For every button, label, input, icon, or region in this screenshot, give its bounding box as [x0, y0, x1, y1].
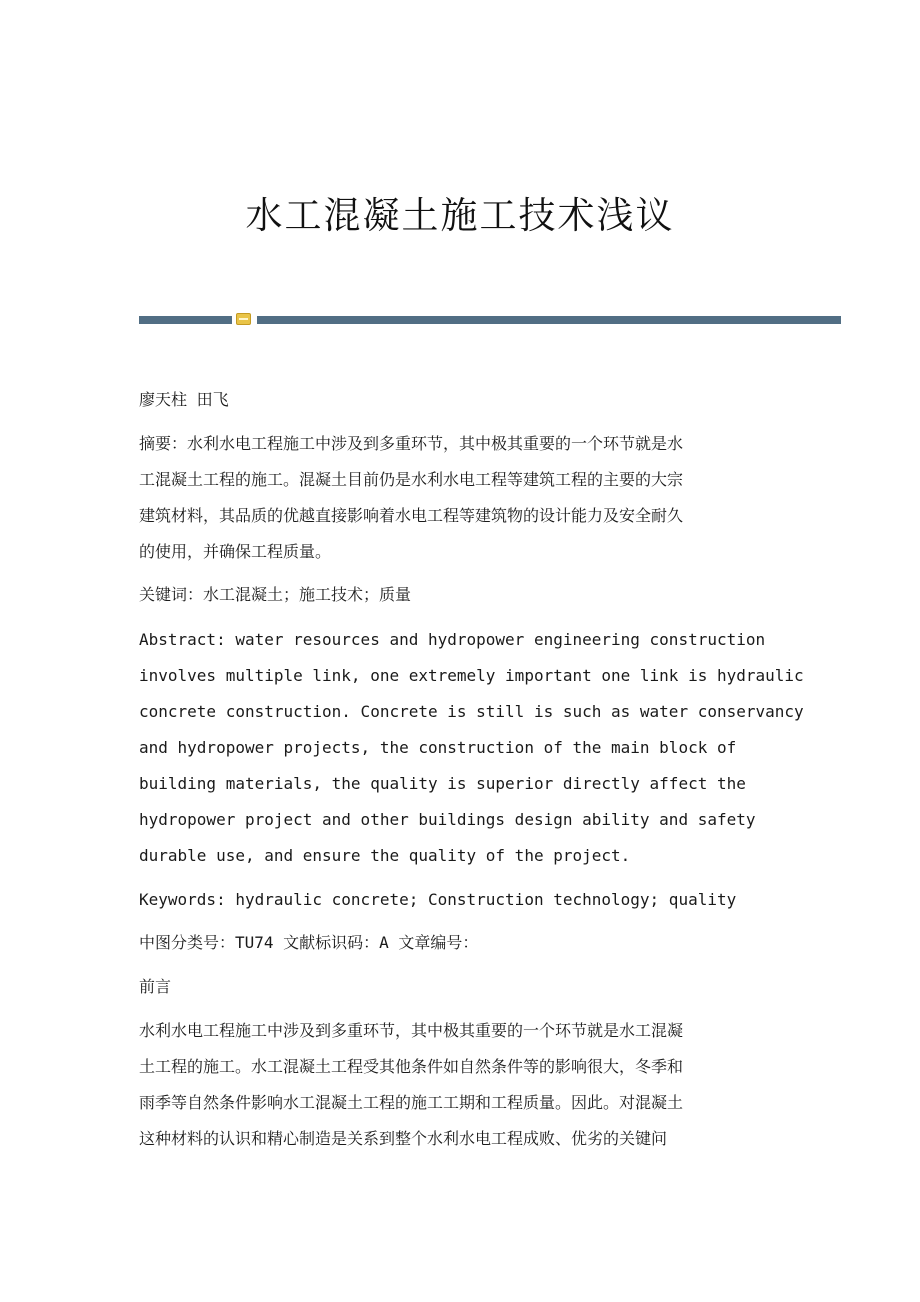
title-rule-right	[257, 316, 841, 324]
title-rule-left	[139, 316, 232, 324]
abstract-en-line: hydropower project and other buildings design ability and safety	[139, 810, 756, 829]
abstract-cn-line: 的使用，并确保工程质量。	[139, 542, 332, 561]
authors: 廖天柱 田飞	[139, 390, 229, 409]
abstract-cn-line: 工混凝土工程的施工。混凝土目前仍是水利水电工程等建筑工程的主要的大宗	[139, 470, 684, 489]
abstract-en-line: and hydropower projects, the construction of the main block of	[139, 738, 737, 757]
abstract-cn-line: 建筑材料，其品质的优越直接影响着水电工程等建筑物的设计能力及安全耐久	[139, 506, 684, 525]
abstract-en-line: concrete construction. Concrete is still is such as water conservancy	[139, 702, 804, 721]
abstract-en-line: building materials, the quality is superior directly affect the	[139, 774, 746, 793]
intro-line: 雨季等自然条件影响水工混凝土工程的施工工期和工程质量。因此。对混凝土	[139, 1093, 684, 1112]
intro-paragraph	[139, 1013, 789, 1157]
document-title: 水工混凝土施工技术浅议	[245, 194, 675, 237]
keywords-cn: 关键词：水工混凝土；施工技术；质量	[139, 585, 412, 604]
rule-ornament-icon	[236, 313, 251, 325]
intro-line: 土工程的施工。水工混凝土工程受其他条件如自然条件等的影响很大，冬季和	[139, 1057, 684, 1076]
keywords-en: Keywords: hydraulic concrete; Construction technology; quality	[139, 890, 737, 909]
abstract-cn	[139, 426, 789, 570]
abstract-en-line: Abstract: water resources and hydropower engineering construction	[139, 630, 766, 649]
intro-line: 这种材料的认识和精心制造是关系到整个水利水电工程成败、优劣的关键问	[139, 1129, 668, 1148]
section-heading: 前言	[139, 977, 172, 996]
abstract-en-line: involves multiple link, one extremely important one link is hydraulic	[139, 666, 804, 685]
abstract-en-line: durable use, and ensure the quality of the project.	[139, 846, 631, 865]
abstract-cn-line: 摘要：水利水电工程施工中涉及到多重环节，其中极其重要的一个环节就是水	[139, 434, 684, 453]
classification-line: 中图分类号：TU74 文献标识码：A 文章编号：	[139, 933, 479, 952]
intro-line: 水利水电工程施工中涉及到多重环节，其中极其重要的一个环节就是水工混凝	[139, 1021, 684, 1040]
abstract-en	[139, 622, 804, 874]
